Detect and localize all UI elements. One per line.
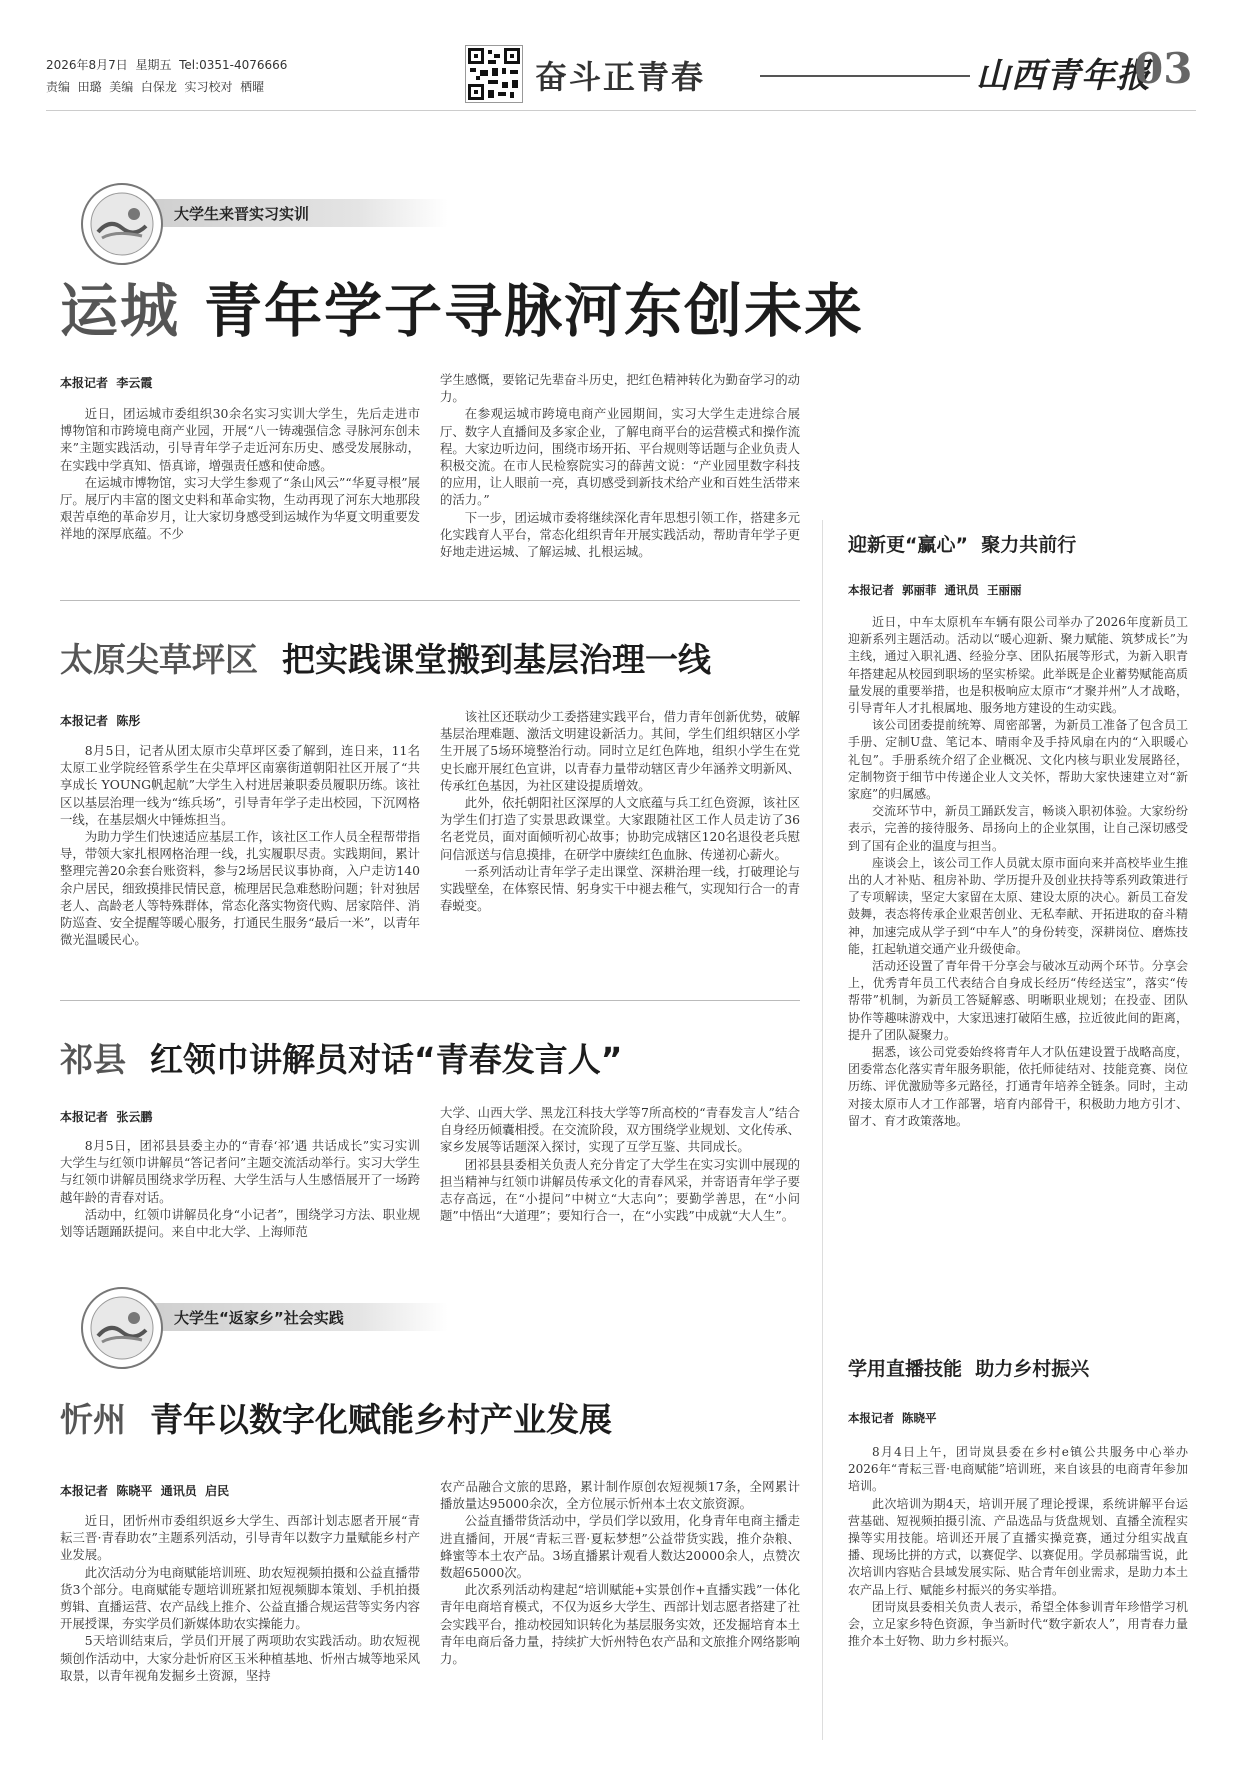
article-column	[440, 1104, 800, 1260]
tag-label: 大学生“返家乡”社会实践	[174, 1309, 344, 1327]
headline-title: 青年以数字化赋能乡村产业发展	[150, 1400, 612, 1439]
headline-place: 祁县	[60, 1040, 126, 1079]
headline-title: 青年学子寻脉河东创未来	[204, 277, 865, 345]
byline: 本报记者 郭丽菲 通讯员 王丽丽	[848, 583, 1022, 597]
divider	[60, 1000, 800, 1001]
headline-place: 运城	[60, 277, 181, 345]
paragraph: 此外，依托朝阳社区深厚的人文底蕴与兵工红色资源，该社区为学生们打造了实景思政课堂。大家跟随社区工作人员走访了36名老党员，面对面倾听初心故事；协助完成辖区120名退役老兵慰问信派送与信息摸排，在研学中赓续红色血脉、传递初心薪火。	[440, 795, 800, 862]
headline-yuncheng	[60, 264, 864, 348]
paragraph: 团祁县县委相关负责人充分肯定了大学生在实习实训中展现的担当精神与红领巾讲解员传承文化的青春风采，并寄语青年学子要志存高远，在“小提问”中树立“大志向”；要勤学善思，在“小问题”中悟出“大道理”；要知行合一，在“小实践”中成就“大人生”。	[440, 1156, 800, 1224]
qingchun-xingjin-logo	[80, 182, 164, 266]
date-line: 2026年8月7日 星期五 Tel:0351-4076666	[46, 58, 288, 72]
headline-xinzhou	[60, 1394, 612, 1441]
paragraph: 8月4日上午，团岢岚县委在乡村e镇公共服务中心举办2026年“青耘三晋·电商赋能”培训班，来自该县的电商青年参加培训。	[848, 1445, 1188, 1494]
qingchun-xingjin-logo	[80, 1286, 164, 1370]
headline-place: 太原尖草坪区	[60, 640, 258, 679]
paper-name-logo: 山西青年报	[976, 56, 1151, 96]
page-number: 03	[1134, 44, 1193, 93]
byline: 本报记者 陈彤	[60, 714, 141, 728]
column-tag-internship	[80, 192, 500, 232]
paragraph: 公益直播带货活动中，学员们学以致用，化身青年电商主播走进直播间，开展“青耘三晋·夏耘梦想”公益带货实践，推介杂粮、蜂蜜等本土农产品。3场直播累计观看人数达20000余人，点赞次数超65000次。	[440, 1513, 800, 1581]
paragraph: 学生感慨，要铭记先辈奋斗历史，把红色精神转化为勤奋学习的动力。	[440, 372, 800, 405]
paragraph: 近日，团运城市委组织30余名实习实训大学生，先后走进市博物馆和市跨境电商产业园，开展“八一铸魂强信念 寻脉河东创未来”主题实践活动，引导青年学子走近河东历史、感受发展脉动，在实践中学真知、悟真谛，增强责任感和使命感。	[60, 406, 420, 473]
paragraph: 此次培训为期4天，培训开展了理论授课，系统讲解平台运营基础、短视频拍摄引流、产品选品与货盘规划、直播全流程实操等实用技能。培训还开展了直播实操竞赛，通过分组实战直播、现场比拼的方式，以赛促学、以赛促用。学员郝瑞雪说，此次培训内容贴合县域发展实际、贴合青年创业需求，是助力本土农产品上行、赋能乡村振兴的务实举措。	[848, 1496, 1188, 1597]
paragraph: 5天培训结束后，学员们开展了两项助农实践活动。助农短视频创作活动中，大家分赴忻府区玉米种植基地、忻州古城等地采风取景，以青年视角发掘乡土资源，坚持	[60, 1633, 420, 1683]
side-headline-livestream: 学用直播技能 助力乡村振兴	[848, 1358, 1090, 1380]
headline-jiancaoping	[60, 634, 711, 681]
tag-label: 大学生来晋实习实训	[174, 205, 310, 223]
paragraph: 为助力学生们快速适应基层工作，该社区工作人员全程帮带指导，带领大家扎根网格治理一线，扎实履职尽责。实践期间，累计整理完善20余套台账资料，参与2场居民议事协商，入户走访140余户居民，细致摸排民情民意，梳理居民急难愁盼问题；针对独居老人、高龄老人等特殊群体，常态化落实物资代购、居家陪伴、消防巡查、安全提醒等暖心服务，打通民生服务“最后一米”，以青年微光温暖民心。	[60, 829, 420, 948]
article-column	[440, 1478, 800, 1734]
paragraph: 大学、山西大学、黑龙江科技大学等7所高校的“青春发言人”结合自身经历倾囊相授。在交流阶段，双方围绕学业规划、文化传承、家乡发展等话题深入探讨，实现了互学互鉴、共同成长。	[440, 1105, 800, 1155]
headline-place: 忻州	[60, 1400, 126, 1439]
section-title: 奋斗正青春	[535, 58, 706, 96]
paragraph: 8月5日，团祁县县委主办的“青春‘祁’遇 共话成长”实习实训大学生与红领巾讲解员“答记者问”主题交流活动举行。实习大学生与红领巾讲解员围绕求学历程、大学生活与人生感悟展开了一场跨越年龄的青春对话。	[60, 1138, 420, 1205]
qr-code	[465, 45, 523, 103]
paragraph: 该公司团委提前统筹、周密部署，为新员工准备了包含员工手册、定制U盘、笔记本、晴雨伞及手持风扇在内的“入职暖心礼包”。手册系统介绍了企业概况、文化内核与职业发展路径，定制物资于细节中传递企业人文关怀，帮助大家快速建立对“新家庭”的归属感。	[848, 718, 1188, 802]
headline-title: 把实践课堂搬到基层治理一线	[282, 640, 711, 679]
paragraph: 活动还设置了青年骨干分享会与破冰互动两个环节。分享会上，优秀青年员工代表结合自身成长经历“传经送宝”，落实“传帮带”机制，为新员工答疑解惑、明晰职业规划；在投壶、团队协作等趣味游戏中，大家迅速打破陌生感，拉近彼此间的距离，提升了团队凝聚力。	[848, 959, 1188, 1042]
paragraph: 此次系列活动构建起“培训赋能+实景创作+直播实践”一体化青年电商培育模式，不仅为返乡大学生、西部计划志愿者搭建了社会实践平台，推动校园知识转化为基层服务实效，还发掘培育本土青年电商后备力量，持续扩大忻州特色农产品和文旅推介网络影响力。	[440, 1582, 800, 1667]
sidebar-column	[848, 614, 1188, 1264]
paragraph: 此次活动分为电商赋能培训班、助农短视频拍摄和公益直播带货3个部分。电商赋能专题培训班紧扣短视频脚本策划、手机拍摄剪辑、直播运营、农产品线上推介、公益直播合规运营等实务内容开展授课，夯实学员们新媒体助农实操能力。	[60, 1564, 420, 1632]
paragraph: 在参观运城市跨境电商产业园期间，实习大学生走进综合展厅、数字人直播间及多家企业，了解电商平台的运营模式和操作流程。大家边听边问，围绕市场开拓、平台规则等话题与企业负责人积极交流。在市人民检察院实习的薛茜文说：“产业园里数字科技的应用，让人眼前一亮，真切感受到新技术给产业和百姓生活带来的活力。”	[440, 406, 800, 508]
side-headline-welcome: 迎新更“赢心” 聚力共前行	[848, 534, 1077, 556]
byline: 本报记者 张云鹏	[60, 1110, 153, 1124]
paragraph: 活动中，红领巾讲解员化身“小记者”，围绕学习方法、职业规划等话题踊跃提问。来自中北大学、上海师范	[60, 1206, 420, 1240]
byline: 本报记者 陈晓平 通讯员 启民	[60, 1484, 230, 1498]
sidebar-separator	[822, 520, 823, 1740]
tag-bar	[148, 199, 448, 227]
paragraph: 下一步，团运城市委将继续深化青年思想引领工作，搭建多元化实践育人平台，常态化组织青年开展实践活动，帮助青年学子更好地走进运城、了解运城、扎根运城。	[440, 509, 800, 560]
header-divider	[46, 110, 1196, 111]
paragraph: 座谈会上，该公司工作人员就太原市面向来并高校毕业生推出的人才补贴、租房补助、学历提升及创业扶持等系列政策进行了专项解读，坚定大家留在太原、建设太原的决心。新员工奋发鼓舞，表态将传承企业艰苦创业、无私奉献、开拓进取的奋斗精神，加速完成从学子到“中车人”的身份转变，深耕岗位、磨炼技能，扛起轨道交通产业升级使命。	[848, 855, 1188, 956]
article-column	[60, 1512, 420, 1734]
article-column	[60, 1137, 420, 1259]
paragraph: 8月5日，记者从团太原市尖草坪区委了解到，连日来，11名太原工业学院经管系学生在尖草坪区南寨街道朝阳社区开展了“共享成长 YOUNG帆起航”大学生入村进居兼职委员履职历练。该社区以基层治理一线为“练兵场”，引导青年学子走出校园，下沉网格一线，在基层烟火中锤炼担当。	[60, 743, 420, 827]
column-tag-hometown	[80, 1296, 500, 1336]
article-column	[60, 742, 420, 984]
headline-qixian	[60, 1034, 622, 1081]
divider	[60, 600, 800, 601]
tag-bar	[148, 1303, 448, 1331]
article-column	[440, 708, 800, 984]
paragraph: 近日，中车太原机车车辆有限公司举办了2026年度新员工迎新系列主题活动。活动以“暖心迎新、聚力赋能、筑梦成长”为主线，通过入职礼遇、经验分享、团队拓展等形式，为新入职青年搭建起从校园到职场的坚实桥梁。此举既是企业蓄势赋能高质量发展的重要举措，也是积极响应太原市“才聚并州”人才战略，引导青年人才扎根属地、服务地方建设的生动实践。	[848, 615, 1188, 716]
byline: 本报记者 李云霞	[60, 376, 153, 390]
paragraph: 一系列活动让青年学子走出课堂、深耕治理一线，打破理论与实践壁垒，在体察民情、躬身实干中褪去稚气，实现知行合一的青春蜕变。	[440, 863, 800, 914]
paragraph: 农产品融合文旅的思路，累计制作原创农短视频17条，全网累计播放量达95000余次，全方位展示忻州本土农文旅资源。	[440, 1479, 800, 1512]
paragraph: 近日，团忻州市委组织返乡大学生、西部计划志愿者开展“青耘三晋·青春助农”主题系列活动，引导青年以数字力量赋能乡村产业发展。	[60, 1513, 420, 1563]
paragraph: 团岢岚县委相关负责人表示，希望全体参训青年珍惜学习机会，立足家乡特色资源，争当新时代“数字新农人”，用青春力量推介本土好物、助力乡村振兴。	[848, 1599, 1188, 1649]
paragraph: 该社区还联动少工委搭建实践平台，借力青年创新优势，破解基层治理难题、激活文明建设新活力。其间，学生们组织辖区小学生开展了5场环境整治行动。同时立足红色阵地，组织小学生在党史长廊开展红色宣讲，以青春力量带动辖区青少年涵养文明新风、传承红色基因，为社区建设提质增效。	[440, 709, 800, 793]
article-column	[60, 405, 420, 577]
article-column	[440, 371, 800, 577]
editors-line: 责编 田璐 美编 白保龙 实习校对 栖曜	[46, 80, 265, 94]
masthead-rule	[760, 75, 970, 77]
paragraph: 交流环节中，新员工踊跃发言，畅谈入职初体验。大家纷纷表示，完善的接待服务、昂扬向上的企业氛围，让自己深切感受到了国有企业的温度与担当。	[848, 804, 1188, 853]
headline-title: 红领巾讲解员对话“青春发言人”	[150, 1040, 623, 1079]
paragraph: 在运城市博物馆，实习大学生参观了“条山风云”“华夏寻根”展厅。展厅内丰富的图文史料和革命实物，生动再现了河东大地那段艰苦卓绝的革命岁月，让大家切身感受到运城作为华夏文明重要发祥地的深厚底蕴。不少	[60, 474, 420, 542]
paragraph: 据悉，该公司党委始终将青年人才队伍建设置于战略高度，团委常态化落实青年服务职能，依托师徒结对、技能竞赛、岗位历练、评优激励等多元路径，打通青年培养全链条。同时，主动对接太原市人才工作部署，培育内部骨干，积极助力地方引才、留才、育才政策落地。	[848, 1045, 1188, 1128]
sidebar-column	[848, 1444, 1188, 1736]
byline: 本报记者 陈晓平	[848, 1411, 937, 1425]
